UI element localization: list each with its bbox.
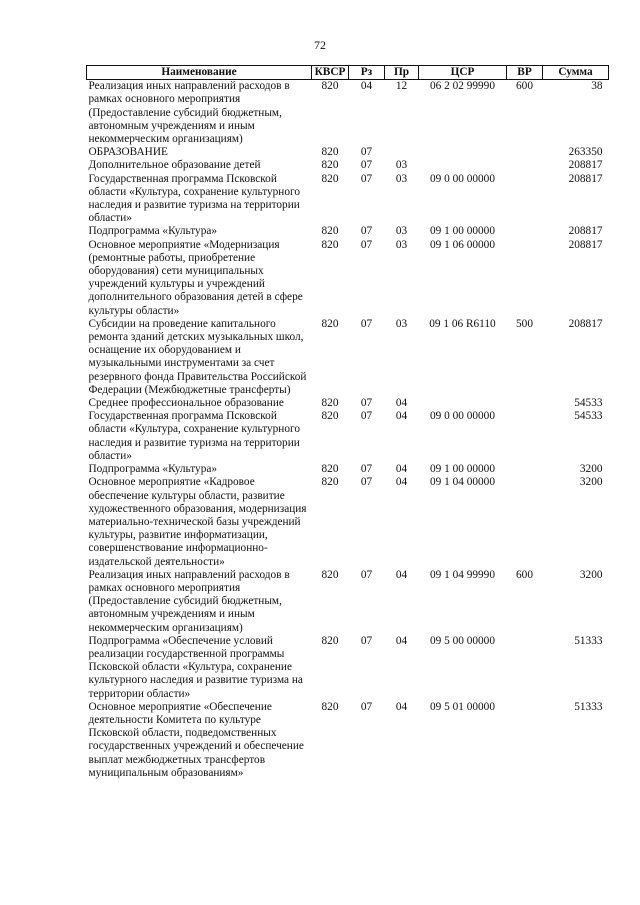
- column-header-vr: ВР: [507, 66, 543, 80]
- cell-vr: [507, 410, 543, 463]
- cell-sum: 208817: [568, 172, 603, 185]
- cell-rz: 07: [360, 238, 373, 251]
- table-row: [87, 173, 609, 226]
- cell-vr: 600: [516, 80, 533, 93]
- cell-pr: 04: [395, 410, 408, 423]
- cell-name: Субсидии на проведение капитального ремонта зданий детских музыкальных школ, оснащение их оборудованием и музыкальными инструментами за счет резервного фонда Правительства Российской Федерации (Межбюджетные трансферты): [88, 317, 307, 396]
- cell-vr: [507, 159, 543, 172]
- table-row: [87, 146, 609, 159]
- cell-vr: [507, 173, 543, 226]
- cell-kvsr: 820: [321, 159, 339, 172]
- cell-kvsr: 820: [321, 463, 339, 476]
- cell-sum: 3200: [579, 463, 603, 476]
- column-header-pr: Пр: [385, 66, 419, 80]
- cell-kvsr: 820: [321, 238, 339, 251]
- cell-name: Реализация иных направлений расходов в рамках основного мероприятия (Предоставление субсидий бюджетным, автономным учреждениям и иным некоммерческим организациям): [88, 568, 290, 634]
- cell-rz: 07: [360, 159, 373, 172]
- cell-vr: [507, 463, 543, 476]
- column-header-sum: Сумма: [543, 66, 609, 80]
- cell-pr: 03: [395, 238, 408, 251]
- cell-kvsr: 820: [321, 700, 339, 713]
- cell-rz: 07: [360, 463, 373, 476]
- table-row: [87, 239, 609, 318]
- cell-pr: 12: [395, 80, 408, 93]
- cell-rz: 04: [360, 80, 373, 93]
- table-row: [87, 635, 609, 701]
- cell-pr: 04: [395, 476, 408, 489]
- cell-name: Реализация иных направлений расходов в рамках основного мероприятия (Предоставление субсидий бюджетным, автономным учреждениям и иным некоммерческим организациям): [88, 80, 290, 146]
- cell-name: Подпрограмма «Культура»: [88, 463, 218, 476]
- cell-csr: 06 2 02 99990: [430, 80, 495, 93]
- cell-pr: [385, 146, 419, 159]
- cell-csr: [419, 146, 507, 159]
- table-row: [87, 476, 609, 568]
- cell-kvsr: 820: [321, 80, 339, 93]
- cell-rz: 07: [360, 410, 373, 423]
- cell-name: Государственная программа Псковской области «Культура, сохранение культурного наследия и развитие туризма на территории области»: [88, 410, 300, 462]
- cell-kvsr: 820: [321, 634, 339, 647]
- cell-name: Основное мероприятие «Модернизация (ремонтные работы, приобретение оборудования) сети муниципальных учреждений культуры и учреждений дополнительного образования детей в сфере культуры области»: [88, 238, 303, 317]
- cell-kvsr: 820: [321, 172, 339, 185]
- cell-sum: 51333: [574, 634, 603, 647]
- cell-vr: [507, 146, 543, 159]
- cell-csr: 09 1 06 R6110: [429, 317, 496, 330]
- table-row: [87, 410, 609, 463]
- cell-sum: 208817: [568, 238, 603, 251]
- table-row: [87, 397, 609, 410]
- cell-kvsr: 820: [321, 317, 339, 330]
- cell-csr: [419, 397, 507, 410]
- cell-pr: 04: [395, 463, 408, 476]
- cell-name: Основное мероприятие «Обеспечение деятельности Комитета по культуре Псковской области, подведомственных государственных учреждений и обеспечение выплат межбюджетных трансфертов муниципальным образованиям»: [88, 700, 304, 779]
- cell-pr: 04: [395, 397, 408, 410]
- cell-sum: 3200: [579, 568, 603, 581]
- cell-name: Основное мероприятие «Кадровое обеспечение культуры области, развитие художественного образования, модернизация материально-технической базы учреждений культуры, развитие информатизации, совершенствование информационно-издательской деятельности»: [88, 476, 307, 568]
- cell-kvsr: 820: [321, 476, 339, 489]
- cell-vr: 600: [516, 568, 533, 581]
- cell-vr: [507, 476, 543, 568]
- cell-pr: 04: [395, 634, 408, 647]
- table-header-row: [87, 66, 609, 80]
- cell-sum: 54533: [574, 397, 603, 410]
- cell-kvsr: 820: [321, 397, 339, 410]
- cell-pr: 03: [395, 225, 408, 238]
- cell-name: Государственная программа Псковской области «Культура, сохранение культурного наследия и развитие туризма на территории области»: [88, 172, 300, 225]
- cell-rz: 07: [360, 225, 373, 238]
- table-row: [87, 159, 609, 172]
- cell-rz: 07: [360, 317, 373, 330]
- cell-sum: 3200: [579, 476, 603, 489]
- table-row: [87, 318, 609, 397]
- cell-rz: 07: [360, 397, 373, 410]
- column-header-csr: ЦСР: [419, 66, 507, 80]
- cell-csr: 09 1 00 00000: [430, 225, 495, 238]
- cell-csr: 09 5 01 00000: [430, 700, 495, 713]
- column-header-name: Наименование: [87, 66, 312, 80]
- table-row: [87, 569, 609, 635]
- cell-vr: [507, 239, 543, 318]
- cell-csr: [419, 159, 507, 172]
- cell-sum: 208817: [568, 317, 603, 330]
- cell-pr: 03: [395, 317, 408, 330]
- cell-sum: 38: [591, 80, 603, 93]
- cell-name: Дополнительное образование детей: [88, 159, 261, 172]
- cell-csr: 09 1 00 00000: [430, 463, 495, 476]
- cell-kvsr: 820: [321, 410, 339, 423]
- cell-vr: [507, 397, 543, 410]
- cell-csr: 09 0 00 00000: [430, 410, 495, 423]
- column-header-rz: Рз: [349, 66, 385, 80]
- cell-csr: 09 1 04 99990: [430, 568, 495, 581]
- page-number: 72: [314, 38, 326, 52]
- cell-kvsr: 820: [321, 568, 339, 581]
- cell-kvsr: 820: [321, 225, 339, 238]
- table-row: [87, 463, 609, 476]
- cell-rz: 07: [360, 634, 373, 647]
- column-header-kvsr: КВСР: [312, 66, 349, 80]
- cell-pr: 04: [395, 568, 408, 581]
- cell-pr: 03: [395, 159, 408, 172]
- budget-table: [86, 65, 609, 780]
- cell-pr: 03: [395, 172, 408, 185]
- cell-name: ОБРАЗОВАНИЕ: [88, 146, 168, 159]
- cell-vr: [507, 225, 543, 238]
- cell-sum: 208817: [568, 225, 603, 238]
- cell-vr: 500: [516, 317, 533, 330]
- table-row: [87, 225, 609, 238]
- table-row: [87, 701, 609, 780]
- cell-csr: 09 1 04 00000: [430, 476, 495, 489]
- cell-sum: 51333: [574, 700, 603, 713]
- cell-vr: [507, 701, 543, 780]
- cell-name: Среднее профессиональное образование: [88, 397, 284, 410]
- cell-csr: 09 5 00 00000: [430, 634, 495, 647]
- cell-rz: 07: [360, 700, 373, 713]
- table-row: [87, 80, 609, 147]
- cell-sum: 208817: [568, 159, 603, 172]
- cell-rz: 07: [360, 568, 373, 581]
- cell-rz: 07: [360, 146, 373, 159]
- cell-name: Подпрограмма «Обеспечение условий реализации государственной программы Псковской области «Культура, сохранение культурного наследия и развитие туризма на территории области»: [88, 634, 303, 700]
- cell-csr: 09 0 00 00000: [430, 172, 495, 185]
- cell-kvsr: 820: [321, 146, 339, 159]
- cell-name: Подпрограмма «Культура»: [88, 225, 218, 238]
- cell-sum: 263350: [568, 146, 603, 159]
- cell-sum: 54533: [574, 410, 603, 423]
- cell-rz: 07: [360, 172, 373, 185]
- cell-pr: 04: [395, 700, 408, 713]
- cell-rz: 07: [360, 476, 373, 489]
- cell-csr: 09 1 06 00000: [430, 238, 495, 251]
- cell-vr: [507, 635, 543, 701]
